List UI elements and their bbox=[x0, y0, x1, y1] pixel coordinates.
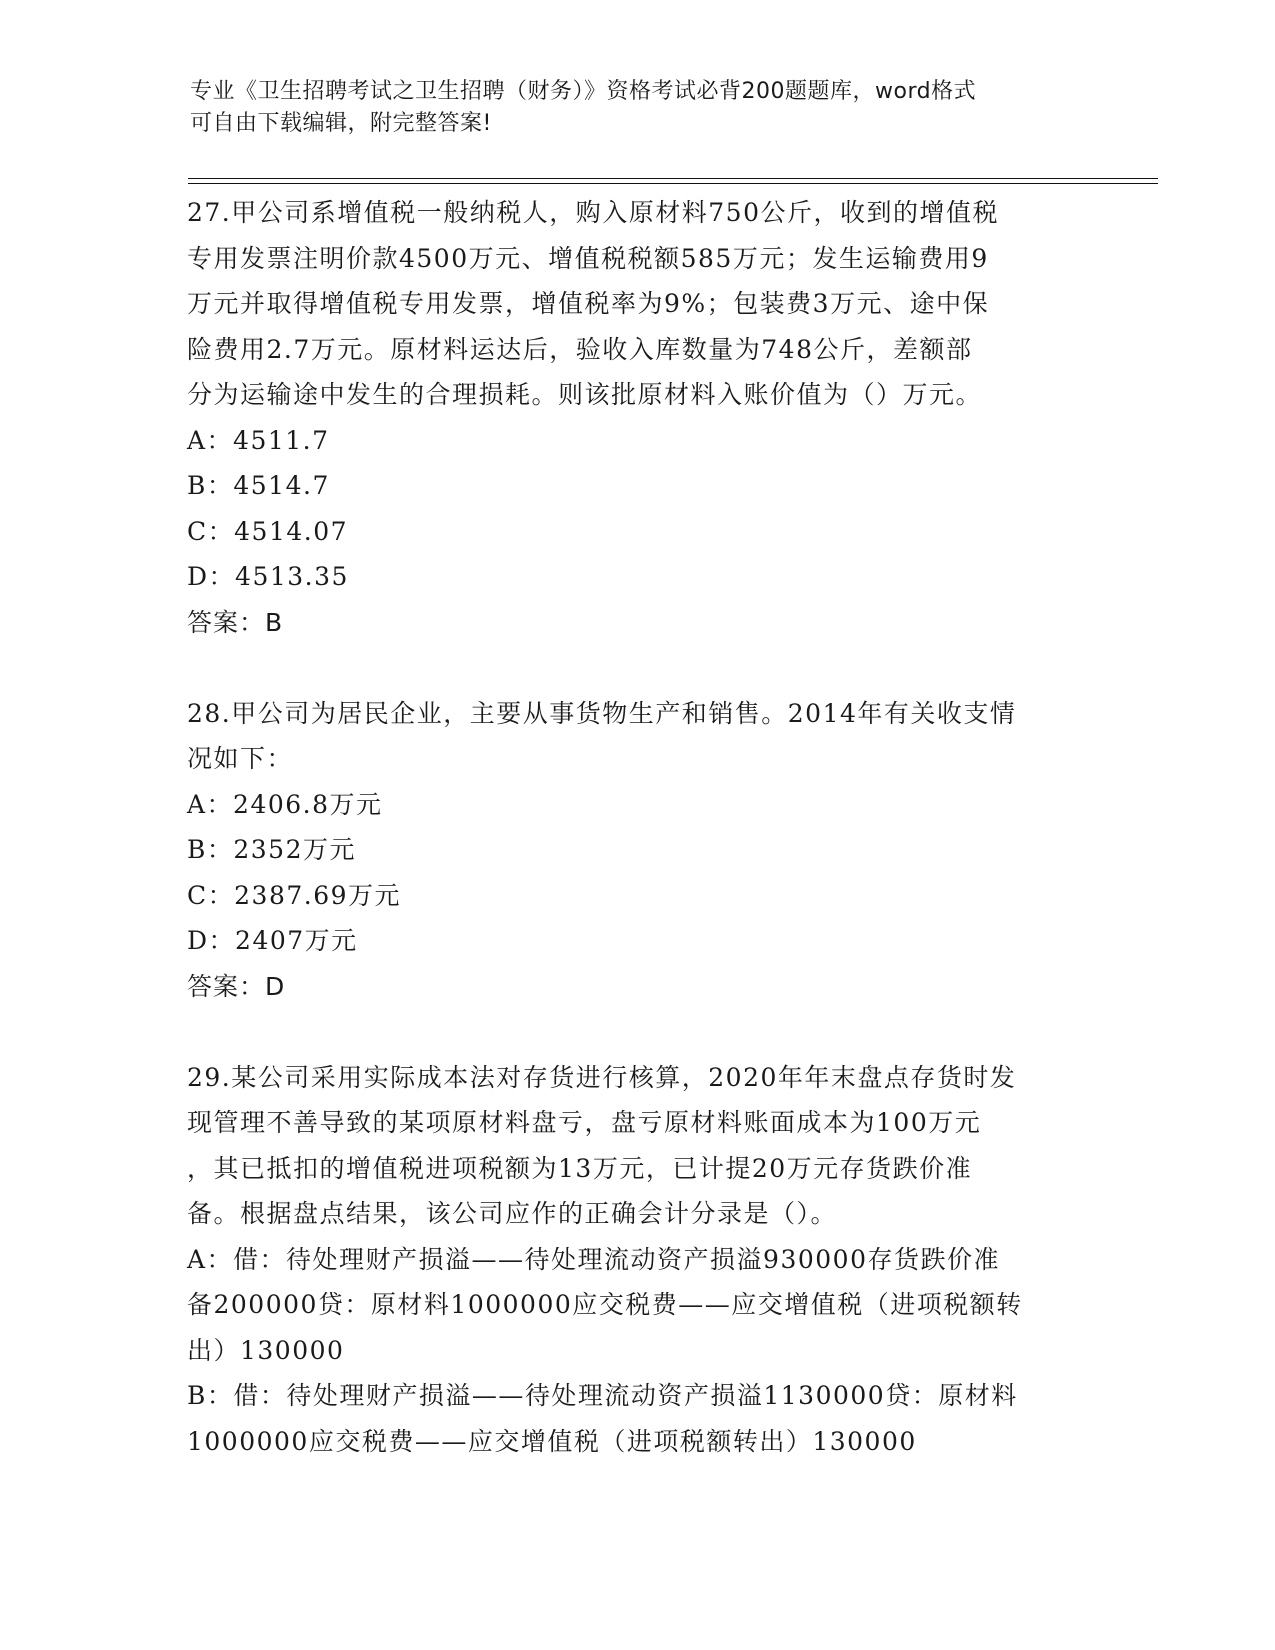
question-stem-line: 现管理不善导致的某项原材料盘亏，盘亏原材料账面成本为100万元 bbox=[187, 1108, 982, 1137]
option-a: A：2406.8万元 bbox=[187, 789, 383, 819]
option-c: C：2387.69万元 bbox=[187, 880, 402, 910]
question-28 bbox=[187, 691, 1097, 1010]
question-list bbox=[187, 190, 1097, 1464]
question-stem-line: 29.某公司采用实际成本法对存货进行核算，2020年年末盘点存货时发 bbox=[187, 1062, 1017, 1092]
option-a: A：借：待处理财产损溢——待处理流动资产损溢930000存货跌价准 bbox=[187, 1244, 1000, 1274]
header-divider-top bbox=[188, 178, 1158, 179]
question-stem-line: 分为运输途中发生的合理损耗。则该批原材料入账价值为（）万元。 bbox=[187, 380, 983, 409]
question-29 bbox=[187, 1055, 1097, 1465]
option-a: A：4511.7 bbox=[187, 425, 330, 455]
question-stem-line: 险费用2.7万元。原材料运达后，验收入库数量为748公斤，差额部 bbox=[187, 334, 973, 364]
option-a-continued: 备200000贷：原材料1000000应交税费——应交增值税（进项税额转 bbox=[187, 1290, 1023, 1319]
option-a-continued: 出）130000 bbox=[187, 1335, 345, 1365]
header-divider-bottom bbox=[188, 183, 1158, 184]
option-d: D：4513.35 bbox=[187, 562, 349, 591]
option-b-continued: 1000000应交税费——应交增值税（进项税额转出）130000 bbox=[187, 1426, 917, 1456]
option-d: D：2407万元 bbox=[187, 926, 358, 955]
header-line-1: 专业《卫生招聘考试之卫生招聘（财务）》资格考试必背200题题库，word格式 bbox=[190, 79, 977, 104]
option-b: B：4514.7 bbox=[187, 471, 330, 500]
option-b: B：借：待处理财产损溢——待处理流动资产损溢1130000贷：原材料 bbox=[187, 1381, 1018, 1410]
document-header bbox=[190, 76, 1070, 140]
question-stem-line: 备。根据盘点结果，该公司应作的正确会计分录是（）。 bbox=[187, 1199, 838, 1228]
question-stem-line: 况如下： bbox=[187, 744, 294, 773]
answer-label: 答案：D bbox=[187, 971, 286, 1001]
header-line-2: 可自由下载编辑，附完整答案! bbox=[190, 111, 492, 136]
option-b: B：2352万元 bbox=[187, 835, 356, 864]
question-stem-line: 万元并取得增值税专用发票，增值税率为9%；包装费3万元、途中保 bbox=[187, 289, 990, 318]
question-stem-line: 27.甲公司系增值税一般纳税人，购入原材料750公斤，收到的增值税 bbox=[187, 198, 999, 227]
question-stem-line: ，其已抵扣的增值税进项税额为13万元，已计提20万元存货跌价准 bbox=[187, 1153, 973, 1183]
question-27 bbox=[187, 190, 1097, 645]
answer-label: 答案：B bbox=[187, 607, 284, 637]
question-stem-line: 28.甲公司为居民企业，主要从事货物生产和销售。2014年有关收支情 bbox=[187, 698, 1017, 728]
question-stem-line: 专用发票注明价款4500万元、增值税税额585万元；发生运输费用9 bbox=[187, 243, 989, 273]
option-c: C：4514.07 bbox=[187, 516, 349, 546]
